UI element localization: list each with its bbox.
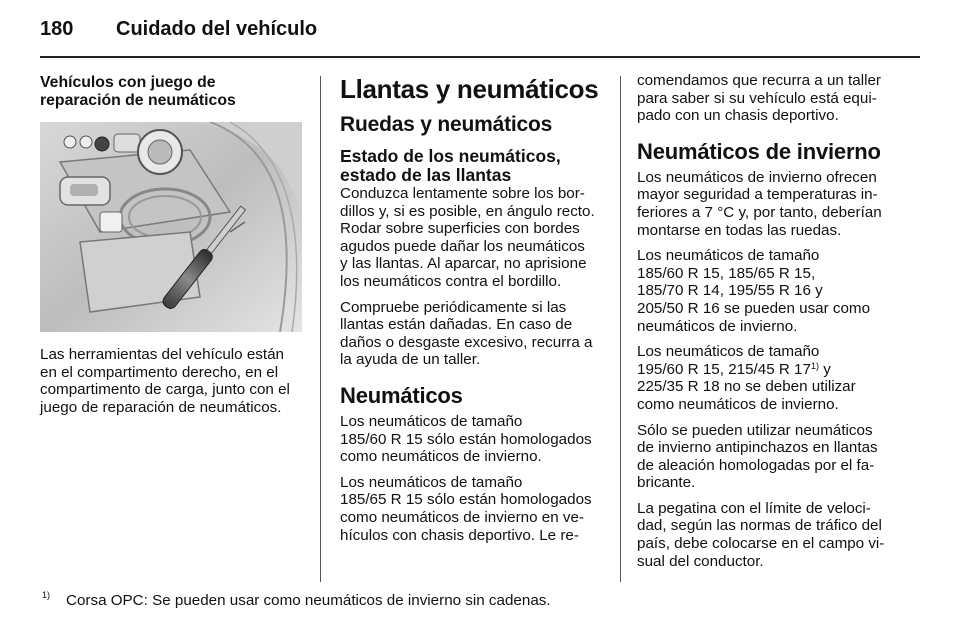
text-line: Los neumáticos de tamaño <box>340 473 523 491</box>
header-rule <box>40 56 920 58</box>
kit-heading <box>40 74 302 110</box>
section-title-winter-tyres: Neumáticos de invierno <box>637 138 881 164</box>
paragraph <box>637 247 902 335</box>
page-number: 180 <box>40 18 74 40</box>
text-line: la ayuda de un taller. <box>340 351 481 369</box>
text-line: Compruebe periódicamente si las <box>340 298 567 316</box>
caption-line: juego de reparación de neumáticos. <box>40 398 282 416</box>
text-line: hículos con chasis deportivo. Le re- <box>340 526 579 544</box>
text-fragment: 195/60 R 15, 215/45 R 17 <box>637 360 811 378</box>
column-1 <box>40 72 302 424</box>
text-line: Los neumáticos de tamaño <box>340 412 523 430</box>
text-line: 185/65 R 15 sólo están homologados <box>340 491 592 509</box>
text-line: pado con un chasis deportivo. <box>637 107 839 125</box>
text-line: para saber si su vehículo está equi- <box>637 89 877 107</box>
paragraph <box>340 413 602 466</box>
text-line: dad, según las normas de tráfico del <box>637 517 882 535</box>
paragraph <box>340 474 602 544</box>
text-line: montarse en todas las ruedas. <box>637 221 842 239</box>
caption-line: compartimento de carga, junto con el <box>40 381 290 399</box>
text-line: 205/50 R 16 se pueden usar como <box>637 299 871 317</box>
text-line: bricante. <box>637 474 696 492</box>
chapter-title: Cuidado del vehículo <box>116 18 318 40</box>
text-line: como neumáticos de invierno. <box>637 395 839 413</box>
text-line: los neumáticos contra el bordillo. <box>340 272 562 290</box>
condition-heading <box>340 147 602 185</box>
text-line: Los neumáticos de invierno ofrecen <box>637 168 877 186</box>
column-2 <box>340 72 602 552</box>
caption-line: Las herramientas del vehículo están <box>40 346 284 363</box>
kit-heading-line: Vehículos con juego de <box>40 74 216 91</box>
text-line: como neumáticos de invierno. <box>340 448 542 466</box>
text-line: sual del conductor. <box>637 552 764 570</box>
caption-line: en el compartimento derecho, en el <box>40 363 279 381</box>
text-line: de invierno antipinchazos en llantas <box>637 439 878 457</box>
subsection-title: Ruedas y neumáticos <box>340 113 553 136</box>
text-line: 225/35 R 18 no se deben utilizar <box>637 378 856 396</box>
text-line: Sólo se pueden utilizar neumáticos <box>637 421 873 439</box>
text-line: como neumáticos de invierno en ve- <box>340 508 584 526</box>
kit-caption <box>40 346 302 416</box>
paragraph <box>340 299 602 369</box>
text-line <box>637 361 902 379</box>
text-line: La pegatina con el límite de veloci- <box>637 499 871 517</box>
text-line: neumáticos de invierno. <box>637 317 798 335</box>
text-line: 185/60 R 15 sólo están homologados <box>340 430 592 448</box>
text-line: mayor seguridad a temperaturas in- <box>637 186 878 204</box>
text-line: 185/70 R 14, 195/55 R 16 y <box>637 282 823 300</box>
condition-heading-line: Estado de los neumáticos, <box>340 146 561 166</box>
paragraph <box>340 185 602 291</box>
paragraph <box>637 500 902 570</box>
paragraph <box>637 169 902 239</box>
kit-heading-line: reparación de neumáticos <box>40 92 236 109</box>
section-title-wheels-tyres: Llantas y neumáticos <box>340 74 599 104</box>
text-line: Los neumáticos de tamaño <box>637 247 820 265</box>
text-line: dillos y, si es posible, en ángulo recto. <box>340 202 595 220</box>
text-line: Rodar sobre superficies con bordes <box>340 220 580 238</box>
column-divider-2 <box>620 76 621 582</box>
paragraph <box>637 343 902 413</box>
text-line: Conduzca lentamente sobre los bor- <box>340 185 585 202</box>
text-line: país, debe colocarse en el campo vi- <box>637 535 885 553</box>
condition-heading-line: estado de las llantas <box>340 165 512 185</box>
paragraph <box>637 72 902 125</box>
column-3 <box>637 72 902 578</box>
text-line: Los neumáticos de tamaño <box>637 343 820 361</box>
text-fragment: y <box>818 360 831 378</box>
text-line: y las llantas. Al aparcar, no aprisione <box>340 255 587 273</box>
column-divider-1 <box>320 76 321 582</box>
text-line: agudos puede dañar los neumáticos <box>340 237 585 255</box>
section-title-tyres: Neumáticos <box>340 382 463 408</box>
footnote-ref: 1) <box>810 360 819 371</box>
tyre-repair-kit-illustration <box>40 122 302 332</box>
text-line: feriores a 7 °C y, por tanto, deberían <box>637 203 882 221</box>
paragraph <box>637 422 902 492</box>
text-line: llantas están dañadas. En caso de <box>340 316 573 334</box>
text-line: 185/60 R 15, 185/65 R 15, <box>637 264 816 282</box>
text-line: daños o desgaste excesivo, recurra a <box>340 333 593 351</box>
text-line: de aleación homologadas por el fa- <box>637 456 875 474</box>
footnote-mark: 1) <box>42 590 51 600</box>
footnote-text: Corsa OPC: Se pueden usar como neumáticos de invierno sin cadenas. <box>66 592 551 609</box>
text-line: comendamos que recurra a un taller <box>637 72 881 89</box>
